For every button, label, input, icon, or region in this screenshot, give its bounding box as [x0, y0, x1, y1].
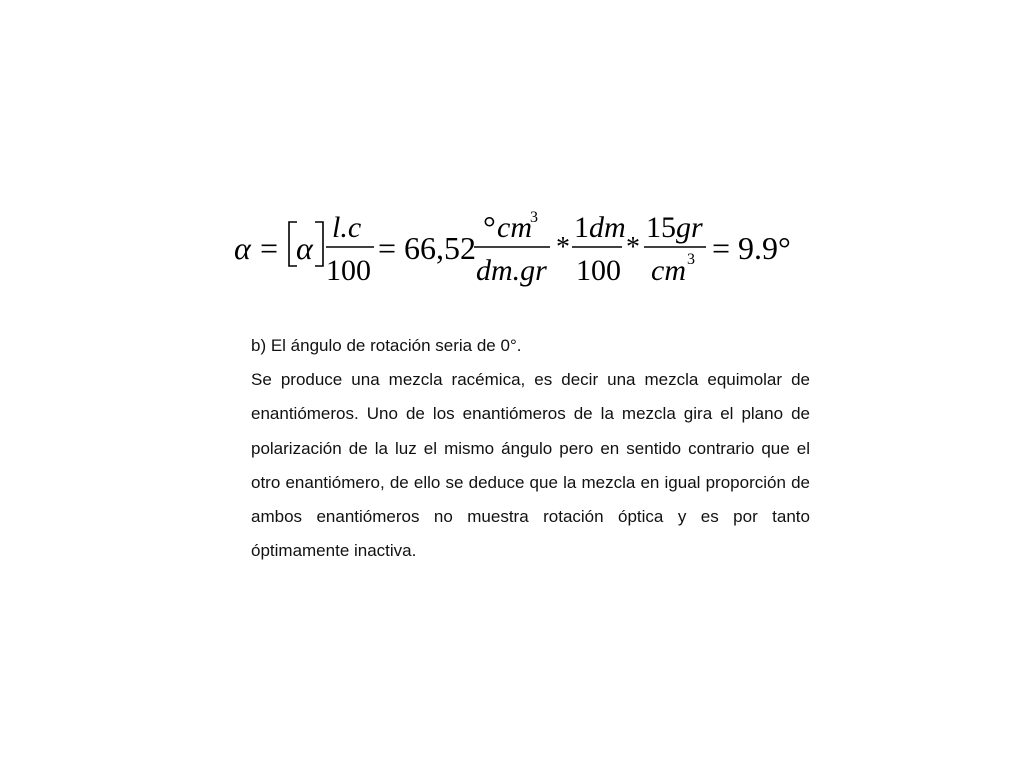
fraction4-denominator-exponent: 3 — [687, 251, 695, 268]
answer-section — [251, 333, 810, 569]
equation-equals-2: = — [378, 230, 397, 266]
equation-lhs: α — [234, 230, 251, 266]
fraction4-denominator: cm — [651, 254, 686, 287]
fraction3-denominator: 100 — [576, 254, 621, 287]
equation-value: 66,52 — [404, 230, 476, 266]
right-bracket — [315, 222, 323, 266]
specific-rotation-equation — [220, 200, 820, 300]
answer-paragraph: Se produce una mezcla racémica, es decir una mezcla equimolar de enantiómeros. Uno de los enantiómeros de la mezcla gira el plano de polarización de la luz el mismo ángulo pero en sentido contrario que el otro enantiómero, de ello se deduce que la mezcla en igual proporción de ambos enantiómeros no muestra rotación óptica y es por tanto óptimamente inactiva. — [251, 370, 810, 561]
fraction3-numerator: dm — [589, 211, 626, 244]
equation-equals-1: = — [260, 230, 279, 266]
answer-heading: b) El ángulo de rotación seria de 0°. — [251, 336, 522, 355]
fraction4-numerator: gr — [676, 211, 703, 244]
equation-equals-3: = — [712, 230, 731, 266]
fraction2-degree: ° — [483, 209, 496, 245]
fraction1-numerator: l.c — [332, 211, 362, 244]
times-1: * — [556, 232, 570, 263]
fraction4-coefficient: 15 — [646, 211, 676, 244]
bracket-symbol: α — [296, 230, 313, 266]
times-2: * — [626, 232, 640, 263]
fraction2-denominator: dm.gr — [476, 254, 547, 287]
fraction3-coefficient: 1 — [574, 211, 589, 244]
equation-result: 9.9° — [738, 230, 791, 266]
fraction2-numerator: cm — [497, 211, 532, 244]
fraction2-numerator-exponent: 3 — [530, 209, 538, 226]
fraction1-denominator: 100 — [326, 254, 371, 287]
